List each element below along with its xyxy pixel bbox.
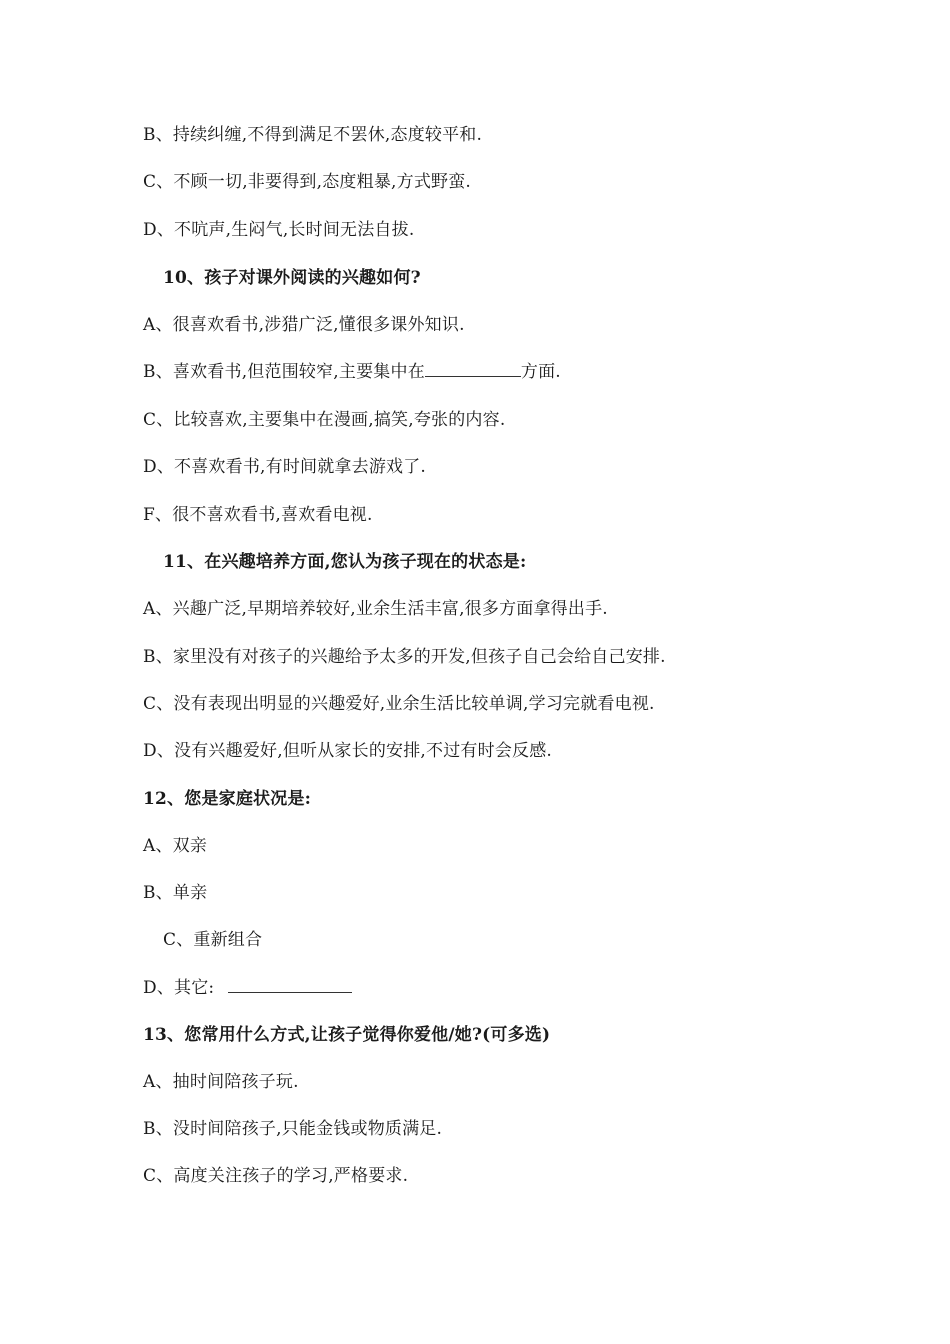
option-10b [143, 360, 561, 384]
question-11: 11、在兴趣培养方面,您认为孩子现在的状态是: [163, 552, 527, 572]
question-12: 12、您是家庭状况是: [143, 789, 312, 809]
fill-in-blank [228, 978, 352, 993]
option-10b-after: 方面. [520, 362, 561, 382]
option-12a: A、双亲 [143, 836, 208, 856]
question-13: 13、您常用什么方式,让孩子觉得你爱他/她?(可多选) [143, 1025, 551, 1045]
option-10f: F、很不喜欢看书,喜欢看电视. [143, 505, 373, 525]
option-9d: D、不吭声,生闷气,长时间无法自拔. [143, 220, 415, 240]
option-13a: A、抽时间陪孩子玩. [143, 1072, 299, 1092]
option-11d: D、没有兴趣爱好,但听从家长的安排,不过有时会反感. [143, 741, 553, 761]
option-10c: C、比较喜欢,主要集中在漫画,搞笑,夸张的内容. [143, 410, 506, 430]
option-12b: B、单亲 [143, 883, 208, 903]
option-11b: B、家里没有对孩子的兴趣给予太多的开发,但孩子自己会给自己安排. [143, 647, 666, 667]
option-10d: D、不喜欢看书,有时间就拿去游戏了. [143, 457, 427, 477]
option-10b-before: B、喜欢看书,但范围较窄,主要集中在 [143, 362, 425, 382]
option-9b: B、持续纠缠,不得到满足不罢休,态度较平和. [143, 125, 483, 145]
option-10a: A、很喜欢看书,涉猎广泛,懂很多课外知识. [143, 315, 465, 335]
option-13b: B、没时间陪孩子,只能金钱或物质满足. [143, 1119, 443, 1139]
option-9c: C、不顾一切,非要得到,态度粗暴,方式野蛮. [143, 172, 472, 192]
option-12c: C、重新组合 [163, 930, 263, 950]
fill-in-blank [425, 362, 521, 377]
question-10: 10、孩子对课外阅读的兴趣如何? [163, 268, 421, 288]
option-13c: C、高度关注孩子的学习,严格要求. [143, 1166, 409, 1186]
option-12d [143, 976, 352, 1000]
option-11c: C、没有表现出明显的兴趣爱好,业余生活比较单调,学习完就看电视. [143, 694, 655, 714]
option-12d-before: D、其它: [143, 978, 215, 998]
option-11a: A、兴趣广泛,早期培养较好,业余生活丰富,很多方面拿得出手. [143, 599, 608, 619]
